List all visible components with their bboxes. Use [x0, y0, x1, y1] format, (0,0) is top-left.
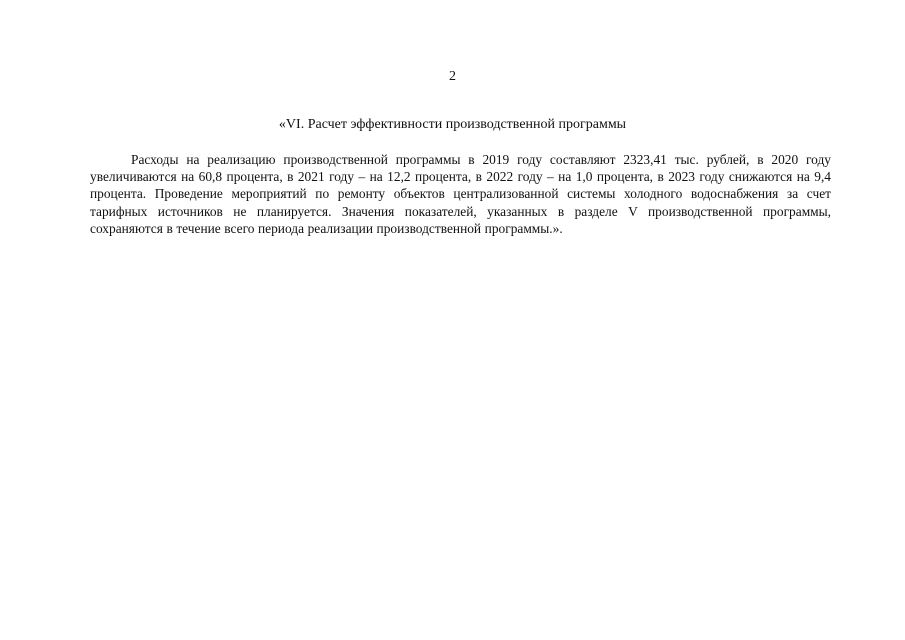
page-number: 2 — [449, 69, 456, 84]
body-paragraph: Расходы на реализацию производственной программы в 2019 году составляют 2323,41 тыс. рублей, в 2020 году увеличиваются на 60,8 процента, в 2021 году – на 12,2 процента, в 2022 году – на 1,0 процента, в 2023 году снижаются на 9,4 процента. Проведение мероприятий по ремонту объектов централизованной системы холодного водоснабжения за счет тарифных источников не планируется. Значения показателей, указанных в разделе V производственной программы, сохраняются в течение всего периода реализации производственной программы.». — [90, 152, 831, 236]
section-heading: «VI. Расчет эффективности производственной программы — [278, 117, 627, 132]
